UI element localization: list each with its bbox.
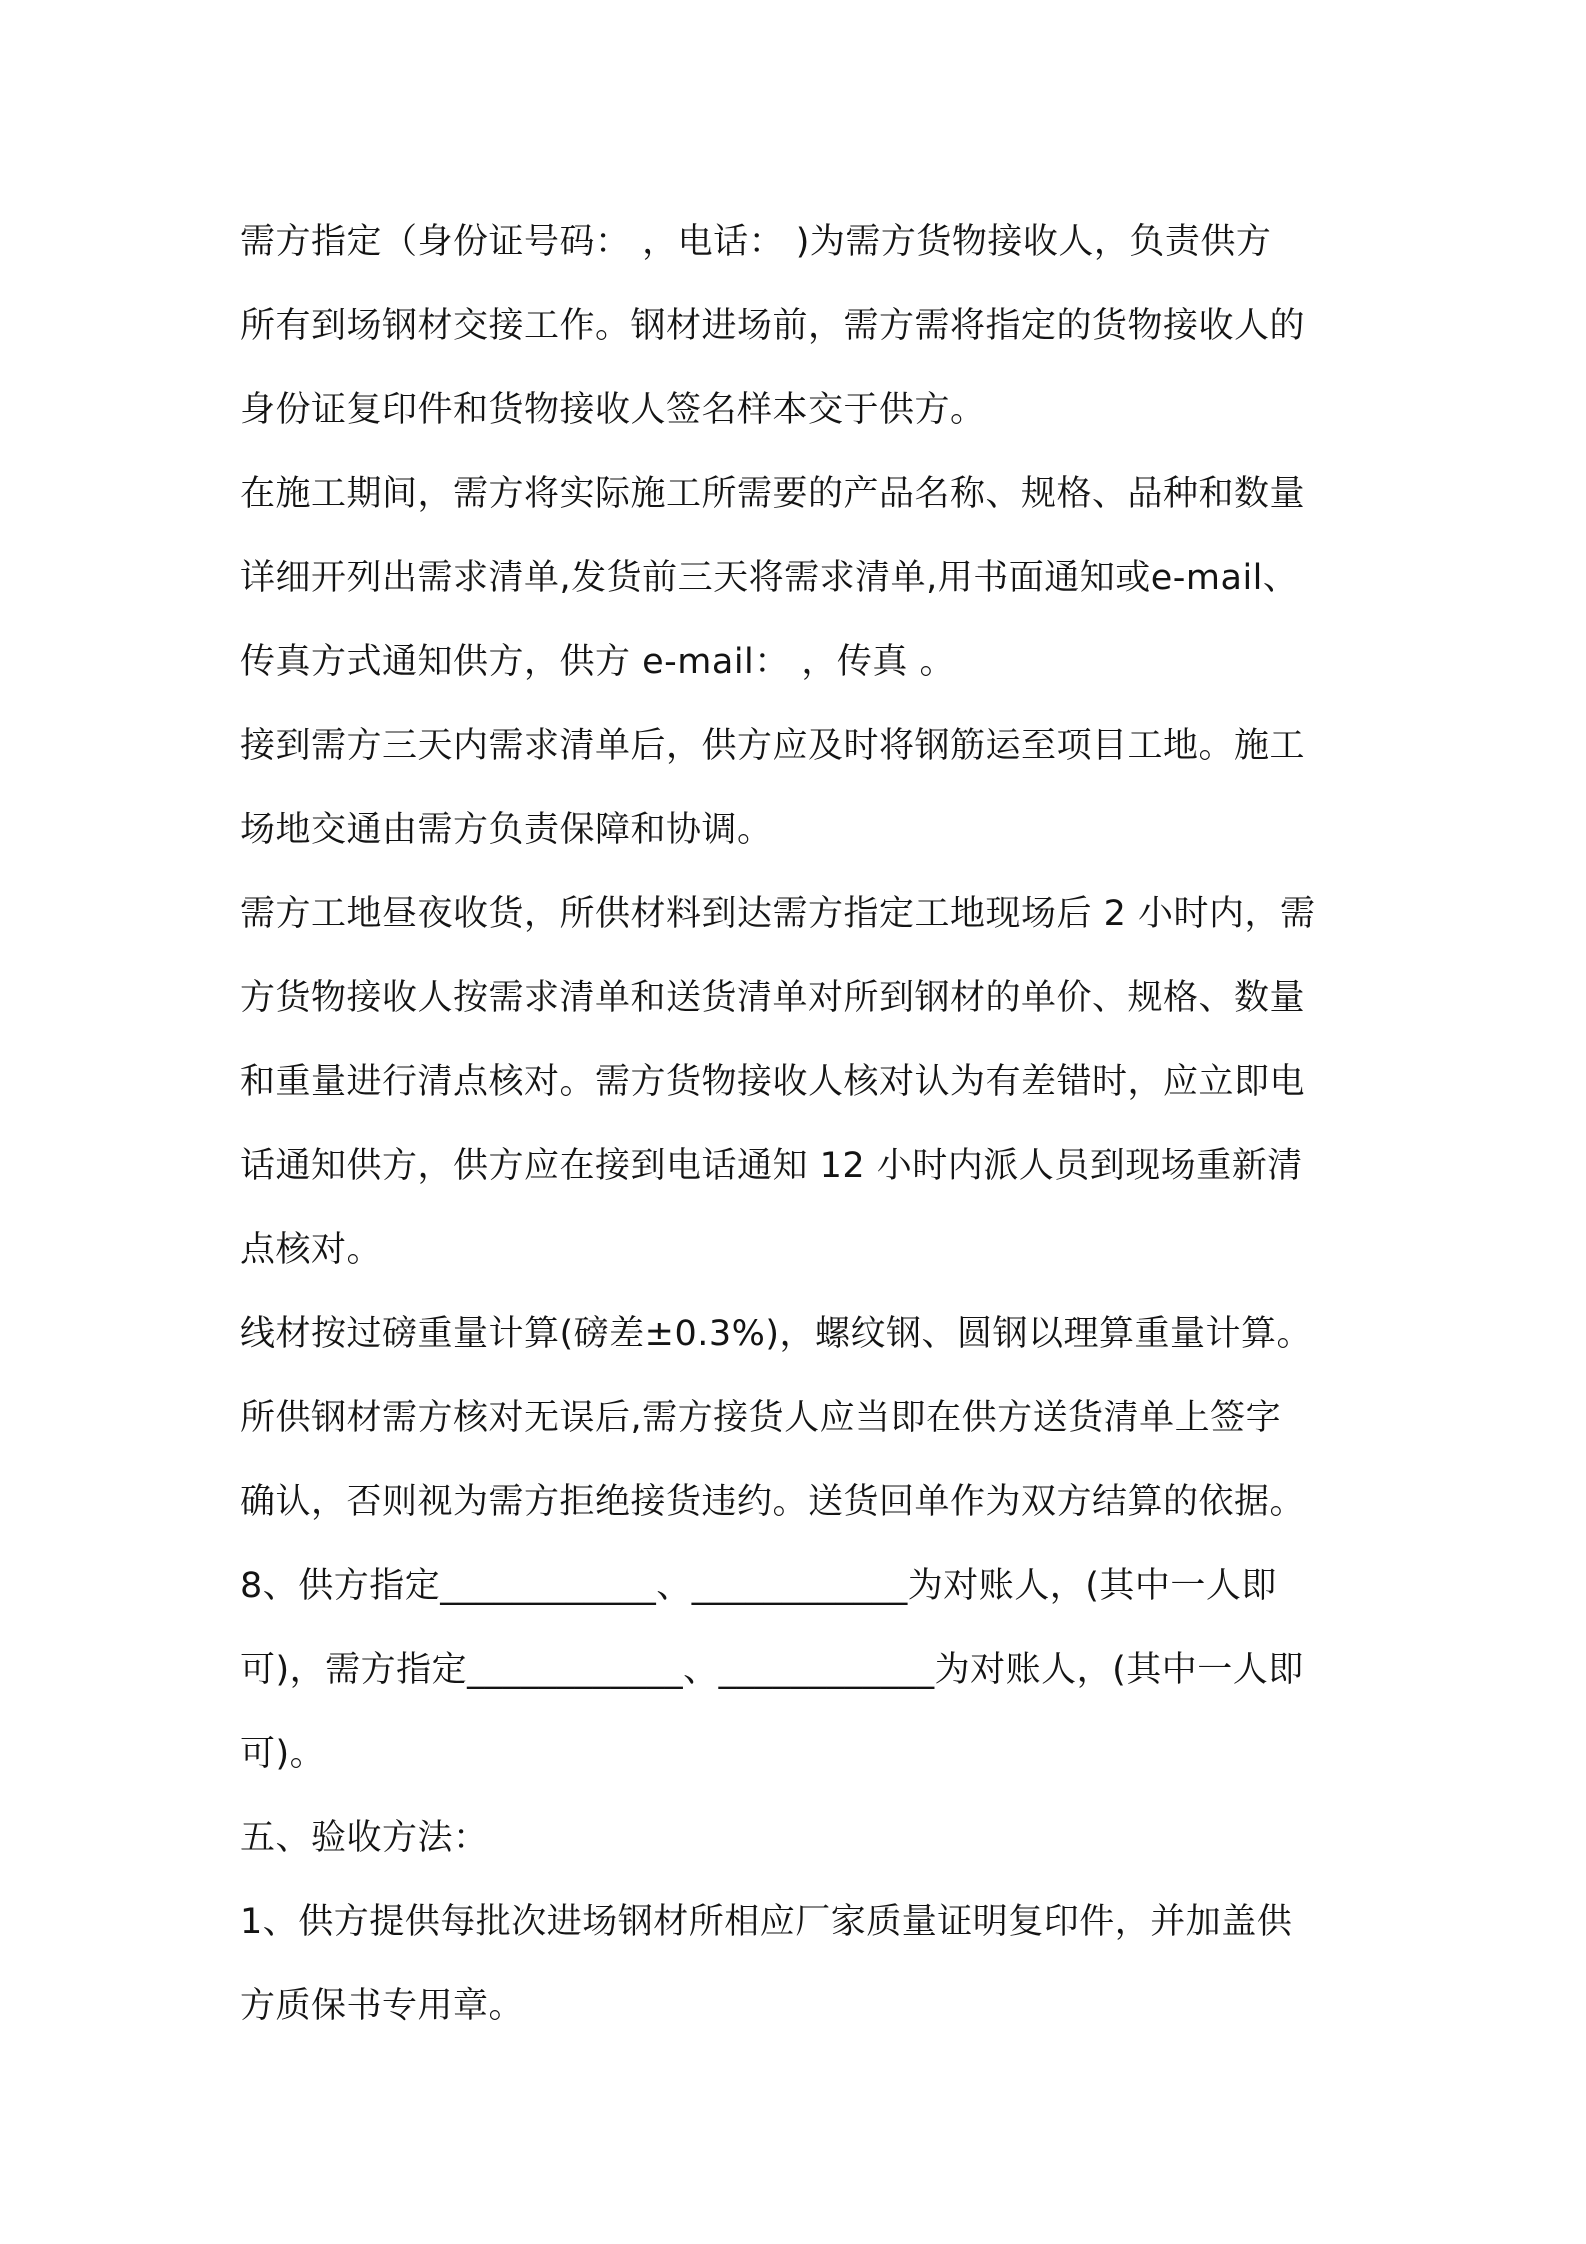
text-line-1: 需方指定（身份证号码： ，电话： )为需方货物接收人，负责供方 (240, 222, 1272, 262)
text-line-17: 8、供方指定____________、____________为对账人，(其中一人即 (240, 1566, 1277, 1606)
text-line-5: 详细开列出需求清单,发货前三天将需求清单,用书面通知或e-mail、 (240, 558, 1299, 598)
text-line-11: 和重量进行清点核对。需方货物接收人核对认为有差错时，应立即电 (240, 1062, 1306, 1102)
text-line-16: 确认，否则视为需方拒绝接货违约。送货回单作为双方结算的依据。 (240, 1482, 1306, 1522)
text-line-22: 方质保书专用章。 (240, 1986, 525, 2026)
text-line-12: 话通知供方，供方应在接到电话通知 12 小时内派人员到现场重新清 (240, 1146, 1303, 1186)
text-line-19: 可)。 (240, 1734, 326, 1774)
text-line-10: 方货物接收人按需求清单和送货清单对所到钢材的单价、规格、数量 (240, 978, 1306, 1018)
text-line-9: 需方工地昼夜收货，所供材料到达需方指定工地现场后 2 小时内，需 (240, 894, 1316, 934)
text-line-7: 接到需方三天内需求清单后，供方应及时将钢筋运至项目工地。施工 (240, 726, 1306, 766)
text-line-6: 传真方式通知供方，供方 e-mail： ，传真 。 (240, 642, 956, 682)
text-line-15: 所供钢材需方核对无误后,需方接货人应当即在供方送货清单上签字 (240, 1398, 1282, 1438)
text-line-2: 所有到场钢材交接工作。钢材进场前，需方需将指定的货物接收人的 (240, 306, 1306, 346)
text-line-18: 可)，需方指定____________、____________为对账人，(其中一人即 (240, 1650, 1304, 1690)
text-line-21: 1、供方提供每批次进场钢材所相应厂家质量证明复印件，并加盖供 (240, 1902, 1293, 1942)
document-body (240, 200, 1360, 2048)
text-line-13: 点核对。 (240, 1230, 383, 1270)
text-line-4: 在施工期间，需方将实际施工所需要的产品名称、规格、品种和数量 (240, 474, 1306, 514)
text-line-14: 线材按过磅重量计算(磅差±0.3%)，螺纹钢、圆钢以理算重量计算。 (240, 1314, 1313, 1354)
text-line-8: 场地交通由需方负责保障和协调。 (240, 810, 773, 850)
text-line-3: 身份证复印件和货物接收人签名样本交于供方。 (240, 390, 986, 430)
section-heading: 五、验收方法： (240, 1818, 489, 1858)
